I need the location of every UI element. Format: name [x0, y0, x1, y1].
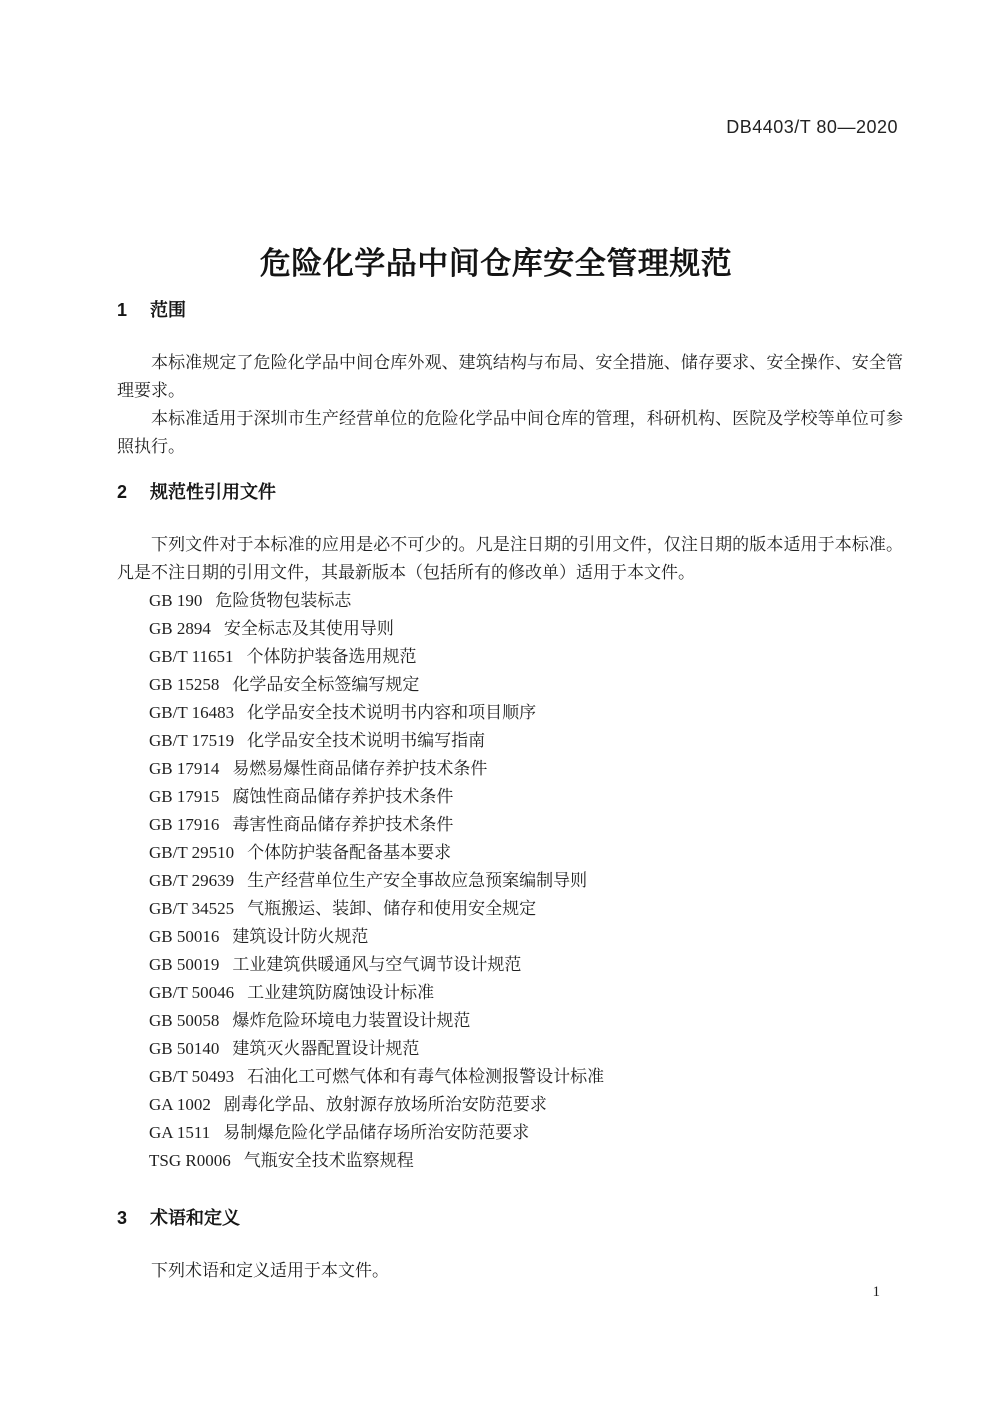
reference-title: 个体防护装备配备基本要求 [247, 843, 452, 862]
reference-item [149, 1063, 903, 1091]
reference-code: GB 2894 [149, 619, 211, 638]
reference-item [149, 615, 903, 643]
reference-code: GB 50140 [149, 1039, 220, 1058]
reference-title: 化学品安全技术说明书编写指南 [247, 731, 486, 750]
reference-code: GB 17916 [149, 815, 220, 834]
reference-item [149, 587, 903, 615]
reference-code: GB/T 16483 [149, 703, 235, 722]
reference-title: 化学品安全技术说明书内容和项目顺序 [247, 703, 537, 722]
section-label: 术语和定义 [150, 1208, 240, 1228]
reference-title: 个体防护装备选用规范 [246, 647, 417, 666]
reference-title: 建筑设计防火规范 [232, 927, 369, 946]
reference-item [149, 1007, 903, 1035]
reference-item [149, 1119, 903, 1147]
reference-code: GB/T 29639 [149, 871, 235, 890]
reference-item [149, 839, 903, 867]
scope-paragraph-2: 本标准适用于深圳市生产经营单位的危险化学品中间仓库的管理，科研机构、医院及学校等单位可参照执行。 [117, 409, 903, 456]
reference-title: 易燃易爆性商品储存养护技术条件 [232, 759, 488, 778]
document-body [117, 297, 903, 1285]
reference-title: 生产经营单位生产安全事故应急预案编制导则 [247, 871, 588, 890]
reference-item [149, 923, 903, 951]
reference-code: GB 50019 [149, 955, 220, 974]
reference-item [149, 811, 903, 839]
reference-code: GB 190 [149, 591, 203, 610]
references-list [117, 587, 903, 1175]
reference-item [149, 699, 903, 727]
reference-code: GB 17914 [149, 759, 220, 778]
reference-code: TSG R0006 [149, 1151, 231, 1170]
reference-item [149, 755, 903, 783]
section-label: 规范性引用文件 [150, 482, 276, 502]
reference-code: GB/T 11651 [149, 647, 234, 666]
reference-item [149, 895, 903, 923]
section-number: 3 [117, 1208, 128, 1228]
reference-code: GB/T 17519 [149, 731, 235, 750]
reference-title: 危险货物包装标志 [215, 591, 352, 610]
scope-paragraph-1: 本标准规定了危险化学品中间仓库外观、建筑结构与布局、安全措施、储存要求、安全操作、安全管理要求。 [117, 353, 903, 400]
reference-title: 爆炸危险环境电力装置设计规范 [232, 1011, 471, 1030]
reference-code: GB/T 50493 [149, 1067, 235, 1086]
reference-title: 剧毒化学品、放射源存放场所治安防范要求 [223, 1095, 547, 1114]
section-number: 2 [117, 482, 128, 502]
reference-item [149, 727, 903, 755]
section-heading-terms [117, 1205, 903, 1231]
terms-paragraph: 下列术语和定义适用于本文件。 [151, 1261, 389, 1280]
references-intro: 下列文件对于本标准的应用是必不可少的。凡是注日期的引用文件，仅注日期的版本适用于本标准。凡是不注日期的引用文件，其最新版本（包括所有的修改单）适用于本文件。 [117, 535, 903, 582]
reference-item [149, 867, 903, 895]
reference-item [149, 1035, 903, 1063]
reference-code: GA 1002 [149, 1095, 211, 1114]
reference-title: 工业建筑供暖通风与空气调节设计规范 [232, 955, 522, 974]
reference-item [149, 1091, 903, 1119]
reference-code: GB/T 50046 [149, 983, 235, 1002]
section-label: 范围 [150, 300, 186, 320]
reference-item [149, 643, 903, 671]
page-number: 1 [872, 1284, 880, 1300]
reference-code: GB 50058 [149, 1011, 220, 1030]
reference-title: 安全标志及其使用导则 [223, 619, 394, 638]
reference-title: 易制爆危险化学品储存场所治安防范要求 [223, 1123, 530, 1142]
section-heading-references [117, 479, 903, 505]
reference-code: GA 1511 [149, 1123, 211, 1142]
reference-item [149, 979, 903, 1007]
section-number: 1 [117, 300, 128, 320]
reference-title: 毒害性商品储存养护技术条件 [232, 815, 454, 834]
reference-code: GB/T 34525 [149, 899, 235, 918]
standard-code-header: DB4403/T 80—2020 [726, 117, 898, 137]
reference-title: 石油化工可燃气体和有毒气体检测报警设计标准 [247, 1067, 605, 1086]
reference-title: 气瓶安全技术监察规程 [243, 1151, 414, 1170]
reference-code: GB 17915 [149, 787, 220, 806]
reference-code: GB/T 29510 [149, 843, 235, 862]
reference-item [149, 671, 903, 699]
reference-title: 建筑灭火器配置设计规范 [232, 1039, 420, 1058]
reference-item [149, 1147, 903, 1175]
section-heading-scope [117, 297, 903, 323]
document-title: 危险化学品中间仓库安全管理规范 [259, 245, 733, 281]
reference-title: 工业建筑防腐蚀设计标准 [247, 983, 435, 1002]
reference-code: GB 50016 [149, 927, 220, 946]
reference-item [149, 951, 903, 979]
reference-item [149, 783, 903, 811]
reference-title: 气瓶搬运、装卸、储存和使用安全规定 [247, 899, 537, 918]
reference-title: 腐蚀性商品储存养护技术条件 [232, 787, 454, 806]
reference-code: GB 15258 [149, 675, 220, 694]
reference-title: 化学品安全标签编写规定 [232, 675, 420, 694]
